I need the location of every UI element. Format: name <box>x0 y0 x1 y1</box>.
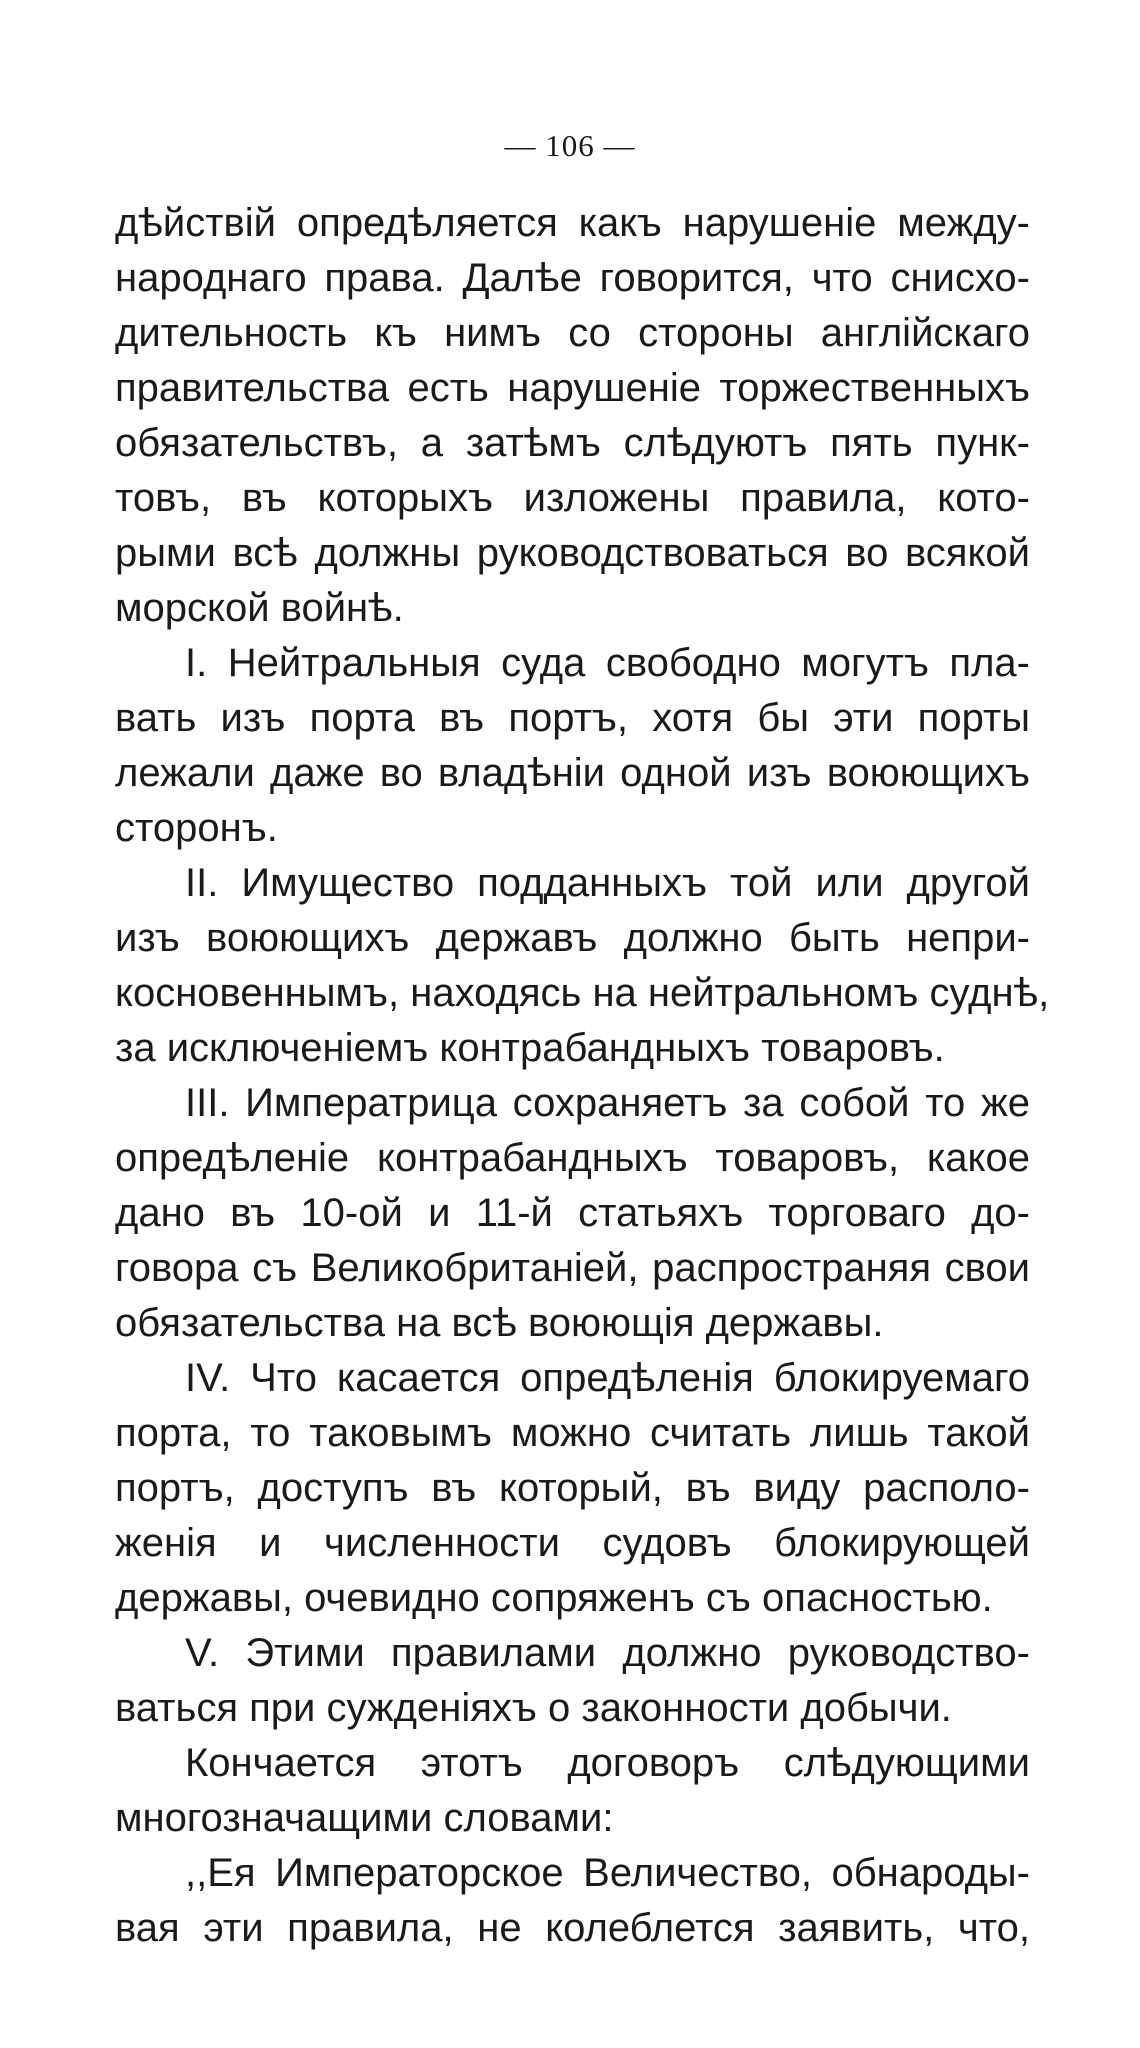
text-line: IV. Что касается опредѣленія блокируемаго <box>185 1356 1030 1400</box>
text-line: порта, то таковымъ можно считать лишь такой <box>115 1411 1030 1455</box>
text-line: за исключеніемъ контрабандныхъ товаровъ. <box>115 1026 945 1070</box>
text-line: III. Императрица сохраняетъ за собой то же <box>185 1081 1030 1125</box>
text-line: державы, очевидно сопряженъ съ опасностью. <box>115 1576 993 1620</box>
text-line: лежали даже во владѣніи одной изъ воюющихъ <box>115 751 1030 795</box>
text-line: народнаго права. Далѣе говорится, что снисхо- <box>115 256 1030 300</box>
text-line: обязательства на всѣ воюющія державы. <box>115 1301 884 1345</box>
text-line: портъ, доступъ въ который, въ виду располо- <box>115 1466 1030 1510</box>
text-line: многозначащими словами: <box>115 1796 614 1840</box>
text-line: косновеннымъ, находясь на нейтральномъ суднѣ, <box>115 971 1050 1015</box>
text-line: морской войнѣ. <box>115 586 404 630</box>
text-line: обязательствъ, а затѣмъ слѣдуютъ пять пунк- <box>115 421 1030 465</box>
text-line: правительства есть нарушеніе торжественныхъ <box>115 366 1030 410</box>
text-line: сторонъ. <box>115 806 278 850</box>
text-line: ваться при сужденіяхъ о законности добычи. <box>115 1686 952 1730</box>
text-line: V. Этими правилами должно руководство- <box>185 1631 1030 1675</box>
text-line: рыми всѣ должны руководствоваться во всякой <box>115 531 1030 575</box>
text-line: I. Нейтральныя суда свободно могутъ пла- <box>185 641 1030 685</box>
text-line: опредѣленіе контрабандныхъ товаровъ, какое <box>115 1136 1030 1180</box>
text-line: II. Имущество подданныхъ той или другой <box>185 861 1030 905</box>
text-line: товъ, въ которыхъ изложены правила, кото- <box>115 476 1030 520</box>
text-line: вать изъ порта въ портъ, хотя бы эти порты <box>115 696 1030 740</box>
paragraph <box>115 856 1050 1076</box>
paragraph <box>115 1736 1030 1846</box>
paragraph <box>115 1076 1030 1351</box>
paragraph <box>115 1626 1030 1736</box>
body-text <box>115 196 1050 1956</box>
text-line: Кончается этотъ договоръ слѣдующими <box>185 1741 1030 1785</box>
page-number: — 106 — <box>504 128 636 163</box>
paragraph <box>115 1846 1030 1956</box>
text-line: вая эти правила, не колеблется заявить, что, <box>115 1906 1030 1950</box>
text-line: дѣйствій опредѣляется какъ нарушеніе между- <box>115 201 1030 245</box>
paragraph <box>115 1351 1030 1626</box>
paragraph <box>115 636 1030 856</box>
text-line: дительность къ нимъ со стороны англійскаго <box>115 311 1030 355</box>
text-line: говора съ Великобританіей, распространяя свои <box>115 1246 1030 1290</box>
text-line: ,,Ея Императорское Величество, обнароды- <box>185 1851 1030 1895</box>
text-line: женія и численности судовъ блокирующей <box>115 1521 1030 1565</box>
paragraph <box>115 196 1030 636</box>
text-line: изъ воюющихъ державъ должно быть непри- <box>115 916 1030 960</box>
text-line: дано въ 10-ой и 11-й статьяхъ торговаго до- <box>115 1191 1030 1235</box>
